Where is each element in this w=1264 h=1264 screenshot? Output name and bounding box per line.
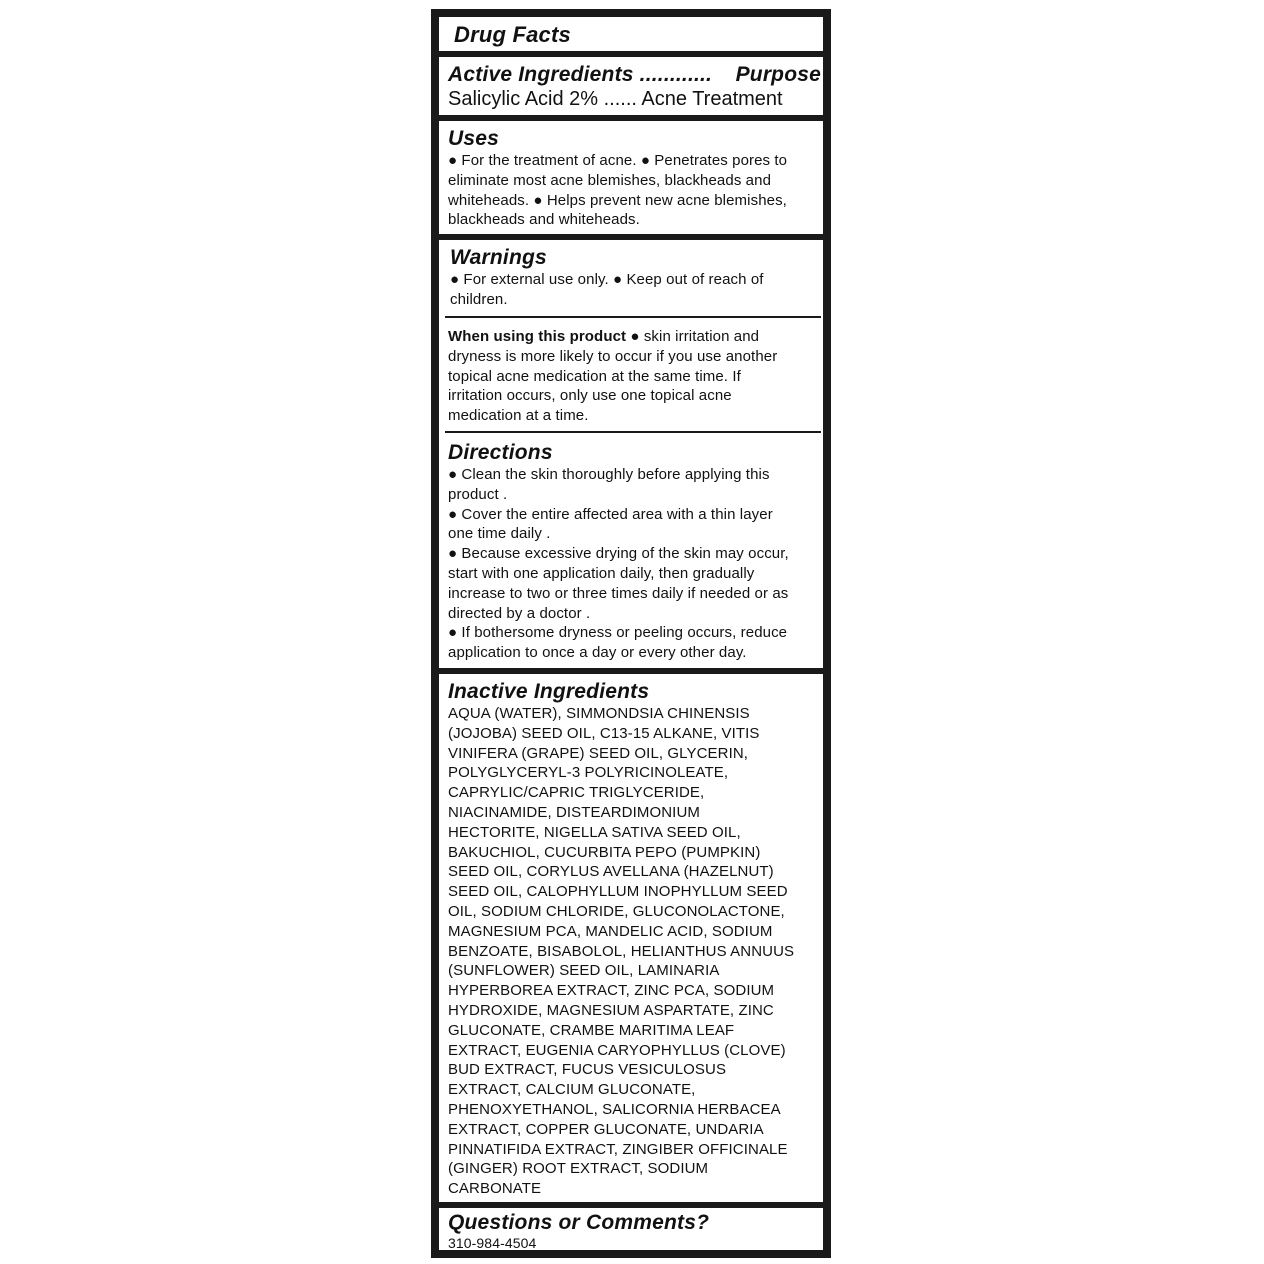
questions-box (439, 1208, 823, 1250)
purpose-heading: Purpose (735, 63, 821, 86)
when-using-line: topical acne medication at the same time. If (448, 367, 741, 385)
divider (445, 431, 821, 433)
when-using-line: irritation occurs, only use one topical acne (448, 387, 732, 405)
active-ingredients-heading: Active Ingredients ............ (448, 63, 713, 86)
when-using-label: When using this product (448, 328, 627, 345)
uses-line: blackheads and whiteheads. (448, 211, 640, 229)
inactive-line: CAPRYLIC/CAPRIC TRIGLYCERIDE, (448, 784, 705, 802)
inactive-line: OIL, SODIUM CHLORIDE, GLUCONOLACTONE, (448, 902, 785, 920)
active-ingredients-box (439, 57, 823, 115)
inactive-line: BENZOATE, BISABOLOL, HELIANTHUS ANNUUS (448, 942, 795, 960)
inactive-line: PINNATIFIDA EXTRACT, ZINGIBER OFFICINALE (448, 1140, 788, 1158)
directions-line: ● Clean the skin thoroughly before applying this (448, 466, 770, 483)
directions-section (448, 441, 819, 663)
drug-facts-label (431, 9, 831, 1258)
inactive-line: HECTORITE, NIGELLA SATIVA SEED OIL, (448, 823, 741, 841)
warnings-line: ● For external use only. ● Keep out of reach of (450, 271, 764, 288)
inactive-line: EXTRACT, CALCIUM GLUCONATE, (448, 1081, 696, 1099)
directions-line: ● Cover the entire affected area with a thin layer (448, 505, 773, 523)
inactive-line: NIACINAMIDE, DISTEARDIMONIUM (448, 803, 700, 821)
inactive-line: VINIFERA (GRAPE) SEED OIL, GLYCERIN, (448, 744, 749, 762)
inactive-line: SEED OIL, CORYLUS AVELLANA (HAZELNUT) (448, 863, 774, 881)
warnings-line: children. (450, 290, 508, 308)
title-box (439, 17, 823, 51)
directions-line: one time daily . (448, 525, 551, 543)
directions-line: directed by a doctor . (448, 604, 591, 622)
inactive-line: MAGNESIUM PCA, MANDELIC ACID, SODIUM (448, 922, 773, 940)
divider (445, 316, 821, 318)
inactive-ingredients-box (439, 674, 823, 1202)
directions-heading: Directions (448, 441, 553, 464)
inactive-line: (GINGER) ROOT EXTRACT, SODIUM (448, 1160, 709, 1178)
inactive-line: POLYGLYCERYL-3 POLYRICINOLEATE, (448, 764, 729, 782)
directions-line: ● Because excessive drying of the skin may occur, (448, 545, 789, 563)
uses-box (439, 121, 823, 234)
when-using-line: ● skin irritation and (626, 328, 760, 345)
directions-line: start with one application daily, then gradually (448, 564, 755, 582)
active-ingredient-line: Salicylic Acid 2% ...... Acne Treatment (448, 88, 783, 110)
questions-heading: Questions or Comments? (448, 1211, 710, 1234)
inactive-line: EXTRACT, EUGENIA CARYOPHYLLUS (CLOVE) (448, 1041, 786, 1059)
inactive-ingredients-heading: Inactive Ingredients (448, 680, 650, 703)
inactive-line: BUD EXTRACT, FUCUS VESICULOSUS (448, 1061, 727, 1079)
inactive-line: BAKUCHIOL, CUCURBITA PEPO (PUMPKIN) (448, 843, 761, 861)
warnings-section (450, 246, 819, 310)
inactive-line: (SUNFLOWER) SEED OIL, LAMINARIA (448, 962, 720, 980)
directions-line: ● If bothersome dryness or peeling occurs, reduce (448, 624, 788, 642)
inactive-line: EXTRACT, COPPER GLUCONATE, UNDARIA (448, 1120, 764, 1138)
drug-facts-title: Drug Facts (454, 22, 571, 47)
uses-heading: Uses (448, 127, 500, 150)
inactive-line: HYPERBOREA EXTRACT, ZINC PCA, SODIUM (448, 982, 775, 1000)
uses-line: eliminate most acne blemishes, blackheads and (448, 171, 772, 189)
uses-line: whiteheads. ● Helps prevent new acne blemishes, (448, 191, 787, 209)
inactive-line: GLUCONATE, CRAMBE MARITIMA LEAF (448, 1021, 735, 1039)
warnings-directions-box (439, 240, 823, 668)
directions-line: application to once a day or every other day. (448, 644, 747, 662)
when-using-line: medication at a time. (448, 407, 589, 425)
inactive-line: PHENOXYETHANOL, SALICORNIA HERBACEA (448, 1100, 781, 1118)
inactive-line: SEED OIL, CALOPHYLLUM INOPHYLLUM SEED (448, 883, 788, 901)
inactive-line: (JOJOBA) SEED OIL, C13-15 ALKANE, VITIS (448, 724, 760, 742)
inactive-line: AQUA (WATER), SIMMONDSIA CHINENSIS (448, 705, 750, 722)
uses-line: ● For the treatment of acne. ● Penetrates pores to (448, 152, 788, 169)
when-using-section (448, 327, 819, 426)
phone-number: 310-984-4504 (448, 1235, 537, 1251)
directions-line: product . (448, 485, 508, 503)
inactive-line: CARBONATE (448, 1180, 542, 1198)
when-using-line: dryness is more likely to occur if you use another (448, 347, 778, 365)
inactive-line: HYDROXIDE, MAGNESIUM ASPARTATE, ZINC (448, 1001, 774, 1019)
directions-line: increase to two or three times daily if needed or as (448, 584, 789, 602)
warnings-heading: Warnings (450, 246, 547, 269)
